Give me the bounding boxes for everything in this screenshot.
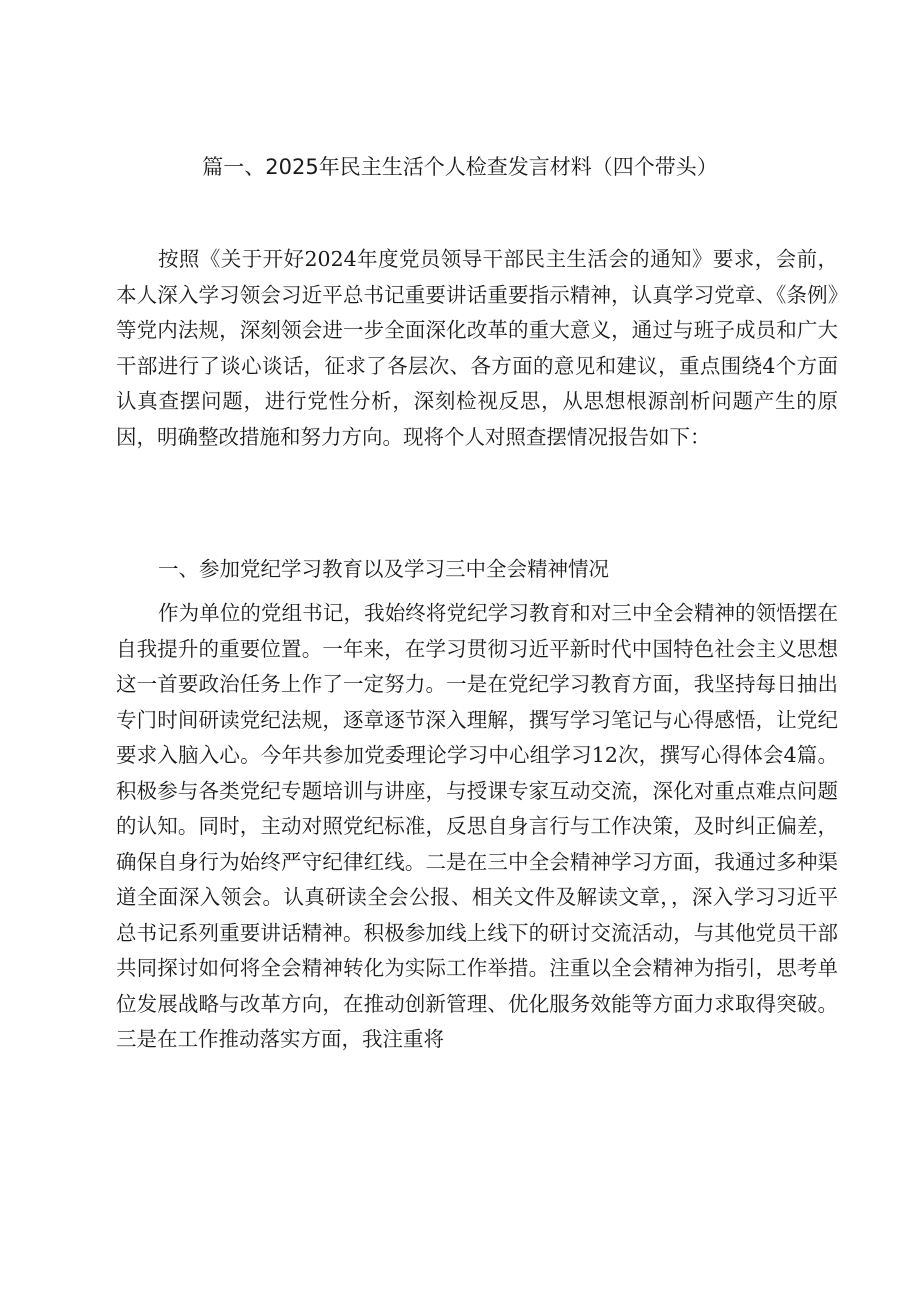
paragraph-intro: 按照《关于开好2024年度党员领导干部民主生活会的通知》要求，会前，本人深入学习领会习近平总书记重要讲话重要指示精神，认真学习党章、《条例》等党内法规，深刻领会进一步全面深化改革的重大意义，通过与班子成员和广大干部进行了谈心谈话，征求了各层次、各方面的意见和建议，重点围绕4个方面认真查摆问题，进行党性分析，深刻检视反思，从思想根源剖析问题产生的原因，明确整改措施和努力方向。现将个人对照查摆情况报告如下： bbox=[116, 247, 838, 449]
document-title: 篇一、2025年民主生活个人检查发言材料（四个带头） bbox=[202, 155, 718, 179]
section-heading-1: 一、参加党纪学习教育以及学习三中全会精神情况 bbox=[158, 557, 609, 581]
paragraph-section-1: 作为单位的党组书记，我始终将党纪学习教育和对三中全会精神的领悟摆在自我提升的重要位置。一年来，在学习贯彻习近平新时代中国特色社会主义思想这一首要政治任务上作了一定努力。一是在党纪学习教育方面，我坚持每日抽出专门时间研读党纪法规，逐章逐节深入理解，撰写学习笔记与心得感悟，让党纪要求入脑入心。今年共参加党委理论学习中心组学习12次，撰写心得体会4篇。积极参与各类党纪专题培训与讲座，与授课专家互动交流，深化对重点难点问题的认知。同时，主动对照党纪标准，反思自身言行与工作决策，及时纠正偏差，确保自身行为始终严守纪律红线。二是在三中全会精神学习方面，我通过多种渠道全面深入领会。认真研读全会公报、相关文件及解读文章，，深入学习习近平总书记系列重要讲话精神。积极参加线上线下的研讨交流活动，与其他党员干部共同探讨如何将全会精神转化为实际工作举措。注重以全会精神为指引，思考单位发展战略与改革方向，在推动创新管理、优化服务效能等方面力求取得突破。三是在工作推动落实方面，我注重将 bbox=[116, 601, 838, 1051]
